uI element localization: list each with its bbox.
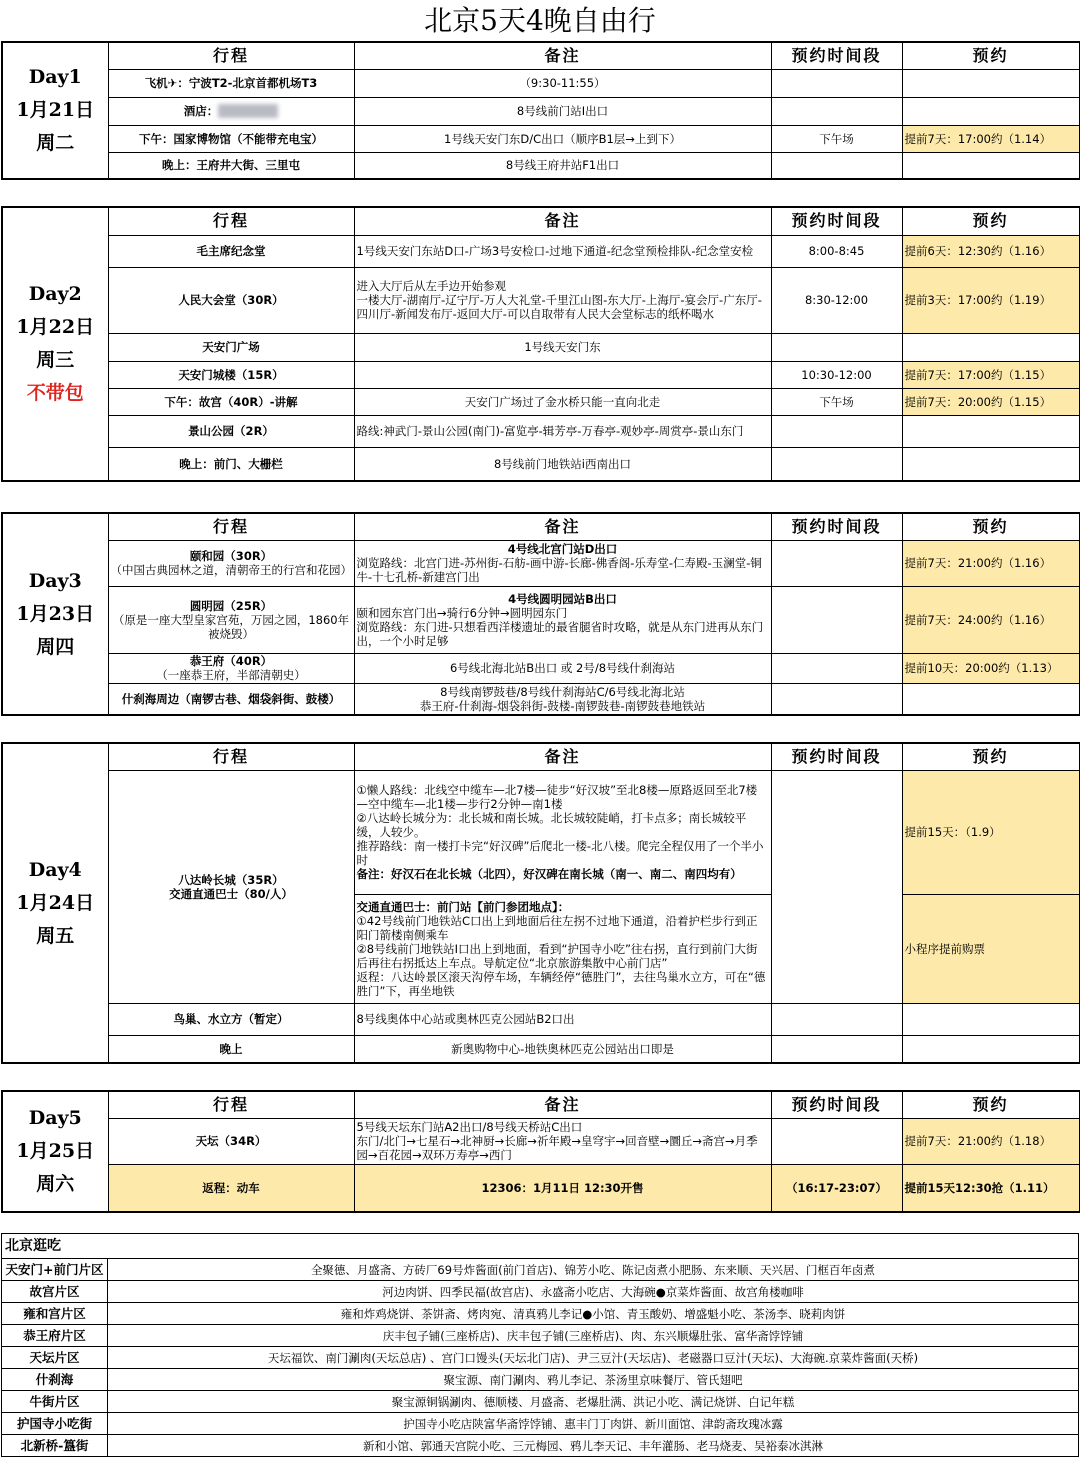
day2-booking: 提前7天：20:00约（1.15）: [902, 388, 1079, 415]
day4-table: [1, 742, 1080, 1064]
header-itinerary: 行程: [108, 513, 354, 540]
day5-note: 5号线天坛东门站A2出口/8号线天桥站C出口 东门/北门→七星石→北神厨→长廊→祈年殿→皇穹宇→回音壁→圜丘→斋宫→月季园→百花园→双环万寿亭→西门: [354, 1118, 771, 1164]
day1-booking: [902, 152, 1079, 179]
food-shops: 庆丰包子铺(三座桥店)、庆丰包子铺(三座桥店)、肉、东兴顺爆肚张、富华斋饽饽铺: [108, 1325, 1079, 1347]
day3-note: 8号线南锣鼓巷/8号线什刹海站C/6号线北海北站 恭王府-什刹海-烟袋斜街-鼓楼-南锣鼓巷-南锣鼓巷地铁站: [354, 683, 771, 715]
day1-item: 下午：国家博物馆（不能带充电宝）: [108, 125, 354, 152]
food-shops: 全聚德、月盛斋、方砖厂69号炸酱面(前门首店)、锦芳小吃、陈记卤煮小肥肠、东来顺、天兴居、门框百年卤煮: [108, 1259, 1079, 1281]
day2-item: 晚上：前门、大栅栏: [108, 447, 354, 481]
day3-label: Day3: [28, 569, 82, 592]
day5-label: Day5: [28, 1107, 82, 1129]
header-slot: 预约时间段: [771, 207, 902, 235]
day3-note: 6号线北海北站B出口 或 2号/8号线什刹海站: [354, 653, 771, 683]
day4-note: 新奥购物中心-地铁奥林匹克公园站出口即是: [354, 1035, 771, 1063]
day5-slot: [771, 1118, 902, 1164]
day4-note-b-body: ①42号线前门地铁站C口出上到地面后往左拐不过地下通道，沿着护栏步行到正阳门箭楼南侧乘车 ②8号线前门地铁站I口出上到地面，看到“护国寺小吃”往右拐，直行到前门大街后再往右拐抵达上车点。导航定位“北京旅游集散中心前门店” 返程：八达岭景区滚天沟停车场，车辆经停“德胜门”，去往鸟巢水立方，可在“德胜门”下，再坐地铁: [356, 913, 766, 998]
day5-slot: （16:17-23:07）: [771, 1164, 902, 1212]
food-shops: 护国寺小吃店陕富华斋饽饽铺、惠丰门丁肉饼、新川面馆、津韵斋玫瑰冰露: [108, 1413, 1079, 1435]
day2-slot: 8:00-8:45: [771, 235, 902, 267]
day2-slot: 8:30-12:00: [771, 267, 902, 333]
day4-note-a-body: ①懒人路线：北线空中缆车—北7楼—徒步“好汉坡”至北8楼—原路返回至北7楼—空中缆车—北1楼—步行2分钟—南1楼 ②八达岭长城分为：北长城和南长城。北长城较陡峭，打卡点多；南长城较平缓，人较少。 推荐路线：南一楼打卡完“好汉碑”后爬北一楼-北八楼。爬完全程仅用了一个半小时: [356, 783, 764, 867]
header-notes: 备注: [354, 207, 771, 235]
day1-label-cell: [2, 42, 108, 179]
day2-item: 天安门城楼（15R）: [108, 361, 354, 388]
header-itinerary: 行程: [108, 1091, 354, 1118]
day1-item: 飞机✈：宁波T2-北京首都机场T3: [108, 69, 354, 97]
day4-item: 鸟巢、水立方（暂定）: [108, 1003, 354, 1035]
day5-item: 天坛（34R）: [108, 1118, 354, 1164]
day2-date: 1月22日: [16, 316, 95, 338]
header-notes: 备注: [354, 1091, 771, 1118]
header-slot: 预约时间段: [771, 42, 902, 69]
day3-date: 1月23日: [16, 602, 95, 625]
header-notes: 备注: [354, 42, 771, 69]
food-area: 什刹海: [2, 1369, 108, 1391]
header-notes: 备注: [354, 513, 771, 540]
day4-note-a: [354, 770, 771, 894]
day2-note: 1号线天安门东站D口-广场3号安检口-过地下通道-纪念堂预检排队-纪念堂安检: [354, 235, 771, 267]
day3-slot: [771, 586, 902, 653]
day3-item-title: 颐和园（30R）: [189, 549, 273, 563]
day1-slot: [771, 69, 902, 97]
day3-note-title: 4号线圆明园站B出口: [508, 591, 617, 606]
food-shops: 雍和炸鸡烧饼、茶饼斋、烤肉宛、清真鸦儿李记●小馆、青玉酸奶、增盛魁小吃、茶汤李、晓莉肉饼: [108, 1303, 1079, 1325]
food-shops: 聚宝源铜锅涮肉、德顺楼、月盛斋、老爆肚满、洪记小吃、满记烧饼、白记年糕: [108, 1391, 1079, 1413]
day5-weekday: 周六: [36, 1173, 75, 1195]
day4-booking: [902, 1003, 1079, 1035]
day2-item: 人民大会堂（30R）: [108, 267, 354, 333]
day4-label: Day4: [28, 858, 82, 881]
day3-note-title: 4号线北宫门站D出口: [507, 542, 618, 556]
header-booking: 预约: [902, 42, 1079, 69]
day2-note: [354, 361, 771, 388]
day3-weekday: 周四: [36, 635, 75, 658]
day2-booking: 提前6天：12:30约（1.16）: [902, 235, 1079, 267]
day4-slot: [771, 1003, 902, 1035]
day5-item: 返程：动车: [108, 1164, 354, 1212]
day4-item: [108, 770, 354, 1003]
day3-slot: [771, 540, 902, 586]
day3-booking: 提前10天：20:00约（1.13）: [902, 653, 1079, 683]
day3-note-body: 颐和园东宫门出→骑行6分钟→圆明园东门 浏览路线：东门进-只想看西洋楼遗址的最省腿省时攻略，就是从东门进再从东门出，一个小时足够: [356, 605, 764, 648]
header-booking: 预约: [902, 207, 1079, 235]
day3-table: [1, 512, 1080, 716]
day4-booking: [902, 1035, 1079, 1063]
day1-note: 1号线天安门东D/C出口（顺序B1层→上到下）: [354, 125, 771, 152]
day3-item: [108, 586, 354, 653]
day2-slot: 下午场: [771, 388, 902, 415]
food-area: 天坛片区: [2, 1347, 108, 1369]
day1-item: [108, 97, 354, 125]
food-area: 恭王府片区: [2, 1325, 108, 1347]
day3-slot: [771, 683, 902, 715]
day2-note: 8号线前门地铁站i西南出口: [354, 447, 771, 481]
day5-table: [1, 1090, 1080, 1213]
day1-slot: [771, 97, 902, 125]
day3-slot: [771, 653, 902, 683]
day2-note: 天安门广场过了金水桥只能一直向北走: [354, 388, 771, 415]
header-slot: 预约时间段: [771, 513, 902, 540]
day4-item-title: 八达岭长城（35R）: [178, 872, 284, 887]
day3-note: [354, 586, 771, 653]
day4-weekday: 周五: [36, 924, 75, 947]
day2-item: 景山公园（2R）: [108, 415, 354, 447]
day2-booking: 提前3天：17:00约（1.19）: [902, 267, 1079, 333]
day3-item-sub: （一座恭王府，半部清朝史）: [156, 668, 306, 682]
food-shops: 聚宝源、南门涮肉、鸦儿李记、茶汤里京味餐厅、管氏翅吧: [108, 1369, 1079, 1391]
header-itinerary: 行程: [108, 743, 354, 770]
day2-table: [1, 206, 1080, 482]
day1-booking: [902, 69, 1079, 97]
header-slot: 预约时间段: [771, 743, 902, 770]
day4-date: 1月24日: [16, 891, 95, 914]
day5-booking: 提前15天12:30抢（1.11）: [902, 1164, 1079, 1212]
day3-item-title: 圆明园（25R）: [189, 598, 273, 613]
day2-note: 1号线天安门东: [354, 333, 771, 361]
day2-booking: [902, 447, 1079, 481]
food-area: 牛街片区: [2, 1391, 108, 1413]
day1-booking: 提前7天：17:00约（1.14）: [902, 125, 1079, 152]
day1-weekday: 周二: [36, 132, 75, 154]
day1-slot: [771, 152, 902, 179]
day3-item-title: 恭王府（40R）: [189, 654, 273, 668]
day4-booking-a: 提前15天：（1.9）: [902, 770, 1079, 894]
day4-booking-b: 小程序提前购票: [902, 894, 1079, 1003]
header-itinerary: 行程: [108, 42, 354, 69]
day1-slot: 下午场: [771, 125, 902, 152]
day5-label-cell: [2, 1091, 108, 1212]
day2-booking: [902, 415, 1079, 447]
hotel-label: 酒店：: [183, 103, 219, 118]
header-slot: 预约时间段: [771, 1091, 902, 1118]
day4-slot: [771, 1035, 902, 1063]
day1-label: Day1: [28, 66, 82, 88]
day3-booking: 提前7天：24:00约（1.16）: [902, 586, 1079, 653]
day3-booking: 提前7天：21:00约（1.16）: [902, 540, 1079, 586]
day3-label-cell: [2, 513, 108, 715]
food-area: 天安门+前门片区: [2, 1259, 108, 1281]
food-area: 北新桥-簋街: [2, 1435, 108, 1457]
food-shops: 新和小馆、郭通天宫院小吃、三元梅园、鸦儿李天记、丰年灌肠、老马烧麦、吴裕泰冰淇淋: [108, 1435, 1079, 1457]
day1-date: 1月21日: [16, 99, 95, 121]
day4-note-a-remark: 备注：好汉石在北长城（北四），好汉碑在南长城（南一、南二、南四均有）: [356, 867, 742, 881]
day2-note: 路线:神武门-景山公园(南门)-富览亭-辑芳亭-万春亭-观妙亭-周赏亭-景山东门: [354, 415, 771, 447]
day2-tag: 不带包: [26, 382, 84, 404]
day2-item: 下午：故宫（40R）-讲解: [108, 388, 354, 415]
blurred-hotel-name: [218, 104, 278, 118]
day1-note: （9:30-11:55）: [354, 69, 771, 97]
header-booking: 预约: [902, 743, 1079, 770]
day5-date: 1月25日: [16, 1140, 95, 1162]
day4-slot: [771, 770, 902, 1003]
header-booking: 预约: [902, 1091, 1079, 1118]
food-area: 护国寺小吃街: [2, 1413, 108, 1435]
header-booking: 预约: [902, 513, 1079, 540]
food-area: 故宫片区: [2, 1281, 108, 1303]
day2-booking: [902, 333, 1079, 361]
day3-note-body: 浏览路线：北宫门进-苏州街-石舫-画中游-长廊-佛香阁-乐寿堂-仁寿殿-玉澜堂-铜牛-十七孔桥-新建宫门出: [356, 556, 762, 584]
day2-label: Day2: [28, 283, 82, 305]
day3-item-sub: （原是一座大型皇家宫苑，万园之园，1860年被烧毁）: [112, 612, 350, 641]
header-notes: 备注: [354, 743, 771, 770]
day4-note-b: [354, 894, 771, 1003]
day1-booking: [902, 97, 1079, 125]
day2-booking: 提前7天：17:00约（1.15）: [902, 361, 1079, 388]
day2-item: 毛主席纪念堂: [108, 235, 354, 267]
day1-table: [1, 41, 1080, 180]
day2-slot: [771, 415, 902, 447]
food-table: [1, 1233, 1079, 1457]
day3-item-sub: （中国古典园林之道，清朝帝王的行宫和花园）: [110, 563, 352, 577]
day1-note: 8号线王府井站F1出口: [354, 152, 771, 179]
food-shops: 河边肉饼、四季民福(故宫店)、永盛斋小吃店、大海碗●京菜炸酱面、故宫角楼咖啡: [108, 1281, 1079, 1303]
food-area: 雍和宫片区: [2, 1303, 108, 1325]
food-shops: 天坛福饮、南门涮肉(天坛总店) 、宫门口馒头(天坛北门店)、尹三豆汁(天坛店)、老磁器口豆汁(天坛)、大海碗.京菜炸酱面(天桥): [108, 1347, 1079, 1369]
day2-item: 天安门广场: [108, 333, 354, 361]
day1-note: 8号线前门站I出口: [354, 97, 771, 125]
day5-booking: 提前7天：21:00约（1.18）: [902, 1118, 1079, 1164]
header-itinerary: 行程: [108, 207, 354, 235]
day4-label-cell: [2, 743, 108, 1063]
page-title: 北京5天4晚自由行: [424, 4, 656, 37]
day2-weekday: 周三: [36, 349, 75, 371]
day3-booking: [902, 683, 1079, 715]
day1-item: 晚上：王府井大街、三里屯: [108, 152, 354, 179]
day2-slot: [771, 333, 902, 361]
day2-slot: [771, 447, 902, 481]
day4-note: 8号线奥体中心站或奥林匹克公园站B2口出: [354, 1003, 771, 1035]
day3-item: [108, 653, 354, 683]
day4-item-bus: 交通直通巴士（80/人）: [169, 886, 293, 901]
day3-item: 什刹海周边（南锣古巷、烟袋斜街、鼓楼）: [108, 683, 354, 715]
day2-label-cell: [2, 207, 108, 481]
day2-note: 进入大厅后从左手边开始参观 一楼大厅-湖南厅-辽宁厅-万人大礼堂-千里江山图-东大厅-上海厅-宴会厅-广东厅-四川厅-新闻发布厅-返回大厅-可以自取带有人民大会堂标志的纸杯喝水: [354, 267, 771, 333]
day3-note: [354, 540, 771, 586]
food-section-title: 北京逛吃: [2, 1234, 1079, 1259]
day4-item: 晚上: [108, 1035, 354, 1063]
day2-slot: 10:30-12:00: [771, 361, 902, 388]
day5-note: 12306：1月11日 12:30开售: [354, 1164, 771, 1212]
day3-item: [108, 540, 354, 586]
day4-note-b-title: 交通直通巴士：前门站【前门参团地点】：: [356, 899, 570, 914]
